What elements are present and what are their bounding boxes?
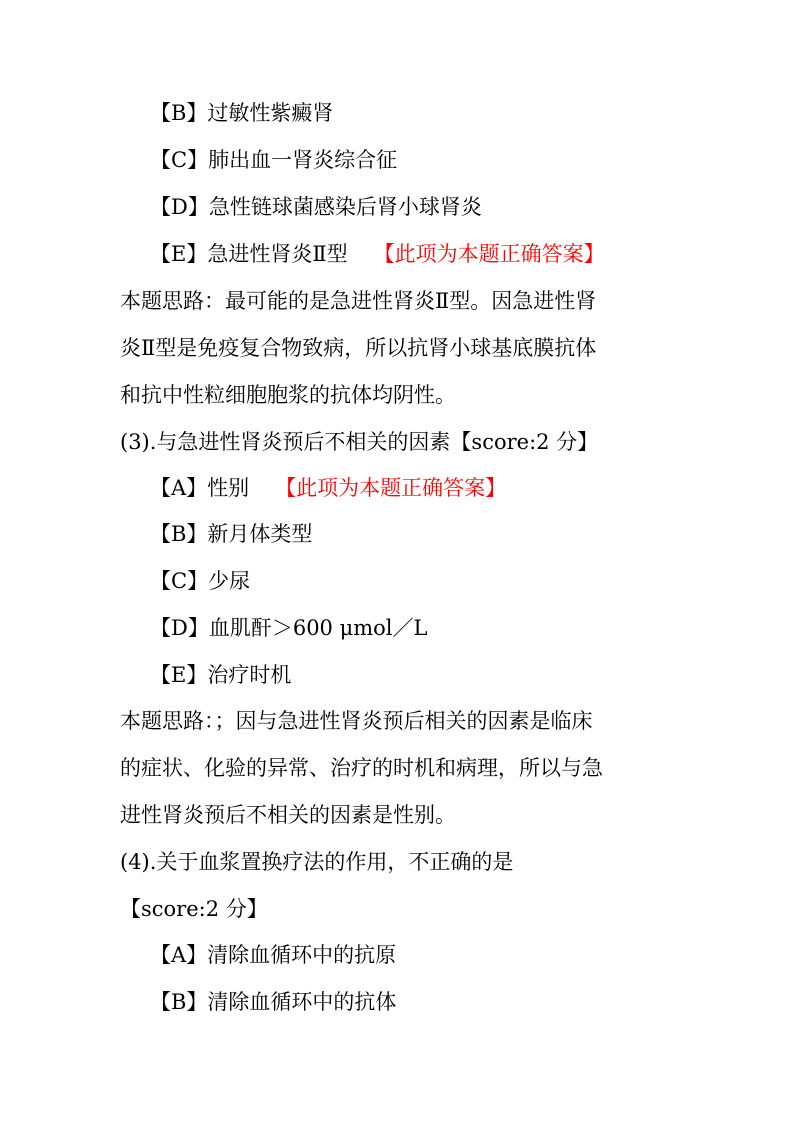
q2-option-c: 【C】肺出血一肾炎综合征 xyxy=(150,148,398,172)
q4-title-line-2: 【score:2 分】 xyxy=(120,897,268,921)
correct-answer-marker: 【此项为本题正确答案】 xyxy=(373,242,605,266)
q3-option-b: 【B】新月体类型 xyxy=(150,522,313,546)
q3-explanation-line-1: 本题思路：；因与急进性肾炎预后相关的因素是临床 xyxy=(120,709,593,733)
q4-title-line-1: (4).关于血浆置换疗法的作用，不正确的是 xyxy=(120,850,514,874)
q4-option-b: 【B】清除血循环中的抗体 xyxy=(150,990,397,1014)
q3-option-c: 【C】少尿 xyxy=(150,569,251,593)
q2-explanation-line-2: 炎Ⅱ型是免疫复合物致病，所以抗肾小球基底膜抗体 xyxy=(120,336,597,360)
q2-option-b: 【B】过敏性紫癜肾 xyxy=(150,101,334,125)
correct-answer-marker: 【此项为本题正确答案】 xyxy=(275,476,507,500)
q3-explanation-line-2: 的症状、化验的异常、治疗的时机和病理，所以与急 xyxy=(120,756,603,780)
q4-option-a: 【A】清除血循环中的抗原 xyxy=(150,943,397,967)
q2-explanation-line-1: 本题思路：最可能的是急进性肾炎Ⅱ型。因急进性肾 xyxy=(120,289,597,313)
q3-title: (3).与急进性肾炎预后不相关的因素【score:2 分】 xyxy=(120,430,599,454)
q2-option-d: 【D】急性链球菌感染后肾小球肾炎 xyxy=(150,195,482,219)
q3-option-d: 【D】血肌酐＞600 μmol／L xyxy=(150,616,428,640)
q2-option-e: 【E】急进性肾炎Ⅱ型 【此项为本题正确答案】 xyxy=(150,242,605,266)
q3-option-e: 【E】治疗时机 xyxy=(150,663,292,687)
q3-explanation-line-3: 进性肾炎预后不相关的因素是性别。 xyxy=(120,803,456,827)
q3-option-a: 【A】性别 【此项为本题正确答案】 xyxy=(150,476,507,500)
q2-explanation-line-3: 和抗中性粒细胞胞浆的抗体均阴性。 xyxy=(120,383,456,407)
